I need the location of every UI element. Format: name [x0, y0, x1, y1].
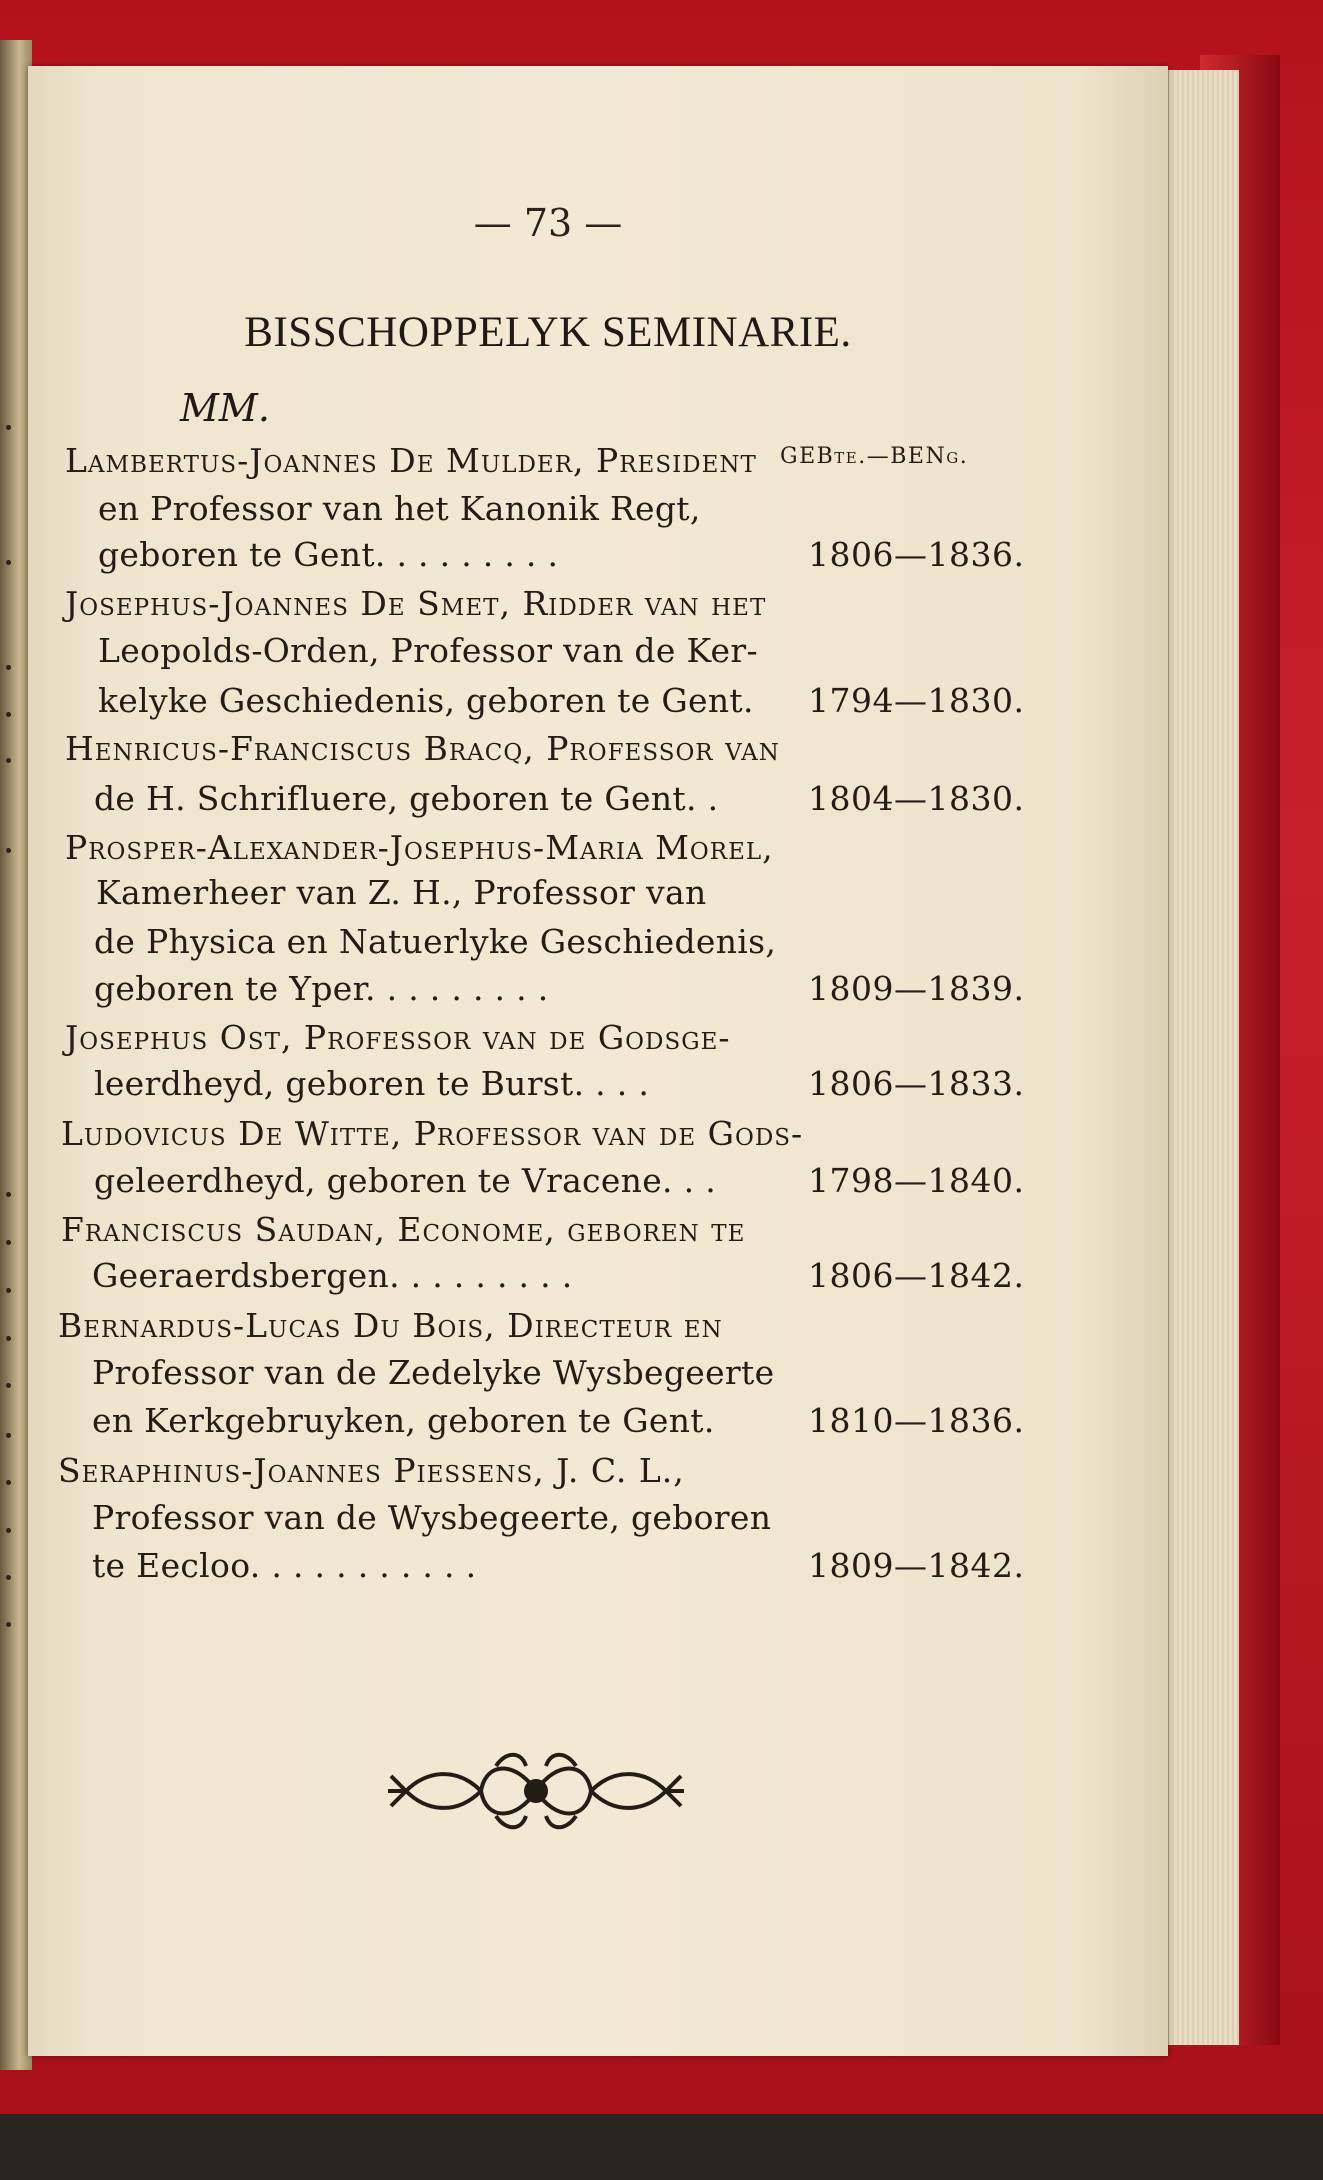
text-line: Franciscus Saudan, Econome, geboren te	[61, 1210, 746, 1249]
page-title: BISSCHOPPELYK SEMINARIE.	[244, 309, 852, 356]
text-line: Leopolds-Orden, Professor van de Ker-	[98, 631, 758, 670]
spine-mark	[6, 1240, 11, 1245]
page-number: — 73 —	[473, 201, 623, 245]
text-line: Prosper-Alexander-Josephus-Maria Morel,	[65, 828, 774, 867]
text-line: Seraphinus-Joannes Piessens, J. C. L.,	[58, 1451, 685, 1490]
text-line: leerdheyd, geboren te Burst. . . .	[94, 1064, 650, 1103]
year-range: 1798—1840.	[808, 1161, 1025, 1200]
spine-mark	[6, 712, 11, 717]
spine-mark	[6, 848, 11, 853]
ornament-icon	[386, 1746, 686, 1836]
spine-mark	[6, 1622, 11, 1627]
text-line: Professor van de Zedelyke Wysbegeerte	[92, 1353, 775, 1392]
year-range: 1806—1842.	[808, 1256, 1025, 1295]
year-range: 1804—1830.	[808, 779, 1025, 818]
spine-mark	[6, 665, 11, 670]
spine-mark	[6, 1575, 11, 1580]
text-line: geleerdheyd, geboren te Vracene. . .	[94, 1161, 716, 1200]
text-line: en Professor van het Kanonik Regt,	[98, 489, 701, 528]
text-line: de H. Schrifluere, geboren te Gent. .	[94, 779, 719, 818]
text-line: de Physica en Natuerlyke Geschiedenis,	[94, 922, 777, 961]
text-line: Kamerheer van Z. H., Professor van	[96, 873, 707, 912]
text-line: Josephus Ost, Professor van de Godsge-	[65, 1018, 731, 1057]
spine-mark	[6, 1528, 11, 1533]
spine-mark	[6, 758, 11, 763]
spine-mark	[6, 1433, 11, 1438]
spine-mark	[6, 560, 11, 565]
text-line: geboren te Yper. . . . . . . . .	[94, 969, 549, 1008]
text-line: te Eecloo. . . . . . . . . . .	[92, 1546, 477, 1585]
year-range: 1806—1833.	[808, 1064, 1025, 1103]
text-line: Henricus-Franciscus Bracq, Professor van	[65, 729, 780, 768]
spine-mark	[6, 1192, 11, 1197]
text-line: Professor van de Wysbegeerte, geboren	[92, 1498, 772, 1537]
text-line: kelyke Geschiedenis, geboren te Gent.	[98, 681, 754, 720]
honorific: MM.	[180, 386, 270, 430]
spine-mark	[6, 1288, 11, 1293]
text-line: Josephus-Joannes De Smet, Ridder van het	[65, 584, 767, 623]
text-line: Ludovicus De Witte, Professor van de Gods-	[61, 1114, 804, 1153]
spine-mark	[6, 1480, 11, 1485]
spine-mark	[6, 425, 11, 430]
year-range: 1806—1836.	[808, 535, 1025, 574]
book-page	[28, 66, 1168, 2056]
text-line: Geeraerdsbergen. . . . . . . . .	[92, 1256, 573, 1295]
column-header: GEBte.—BENg.	[780, 444, 969, 469]
year-range: 1809—1839.	[808, 969, 1025, 1008]
text-line: Lambertus-Joannes De Mulder, President	[65, 441, 757, 480]
staff-list	[28, 66, 1323, 2180]
year-range: 1810—1836.	[808, 1401, 1025, 1440]
text-line: geboren te Gent. . . . . . . . .	[98, 535, 559, 574]
spine-mark	[6, 1383, 11, 1388]
text-line: Bernardus-Lucas Du Bois, Directeur en	[58, 1306, 723, 1345]
spine-mark	[6, 1336, 11, 1341]
year-range: 1794—1830.	[808, 681, 1025, 720]
text-line: en Kerkgebruyken, geboren te Gent.	[92, 1401, 715, 1440]
year-range: 1809—1842.	[808, 1546, 1025, 1585]
